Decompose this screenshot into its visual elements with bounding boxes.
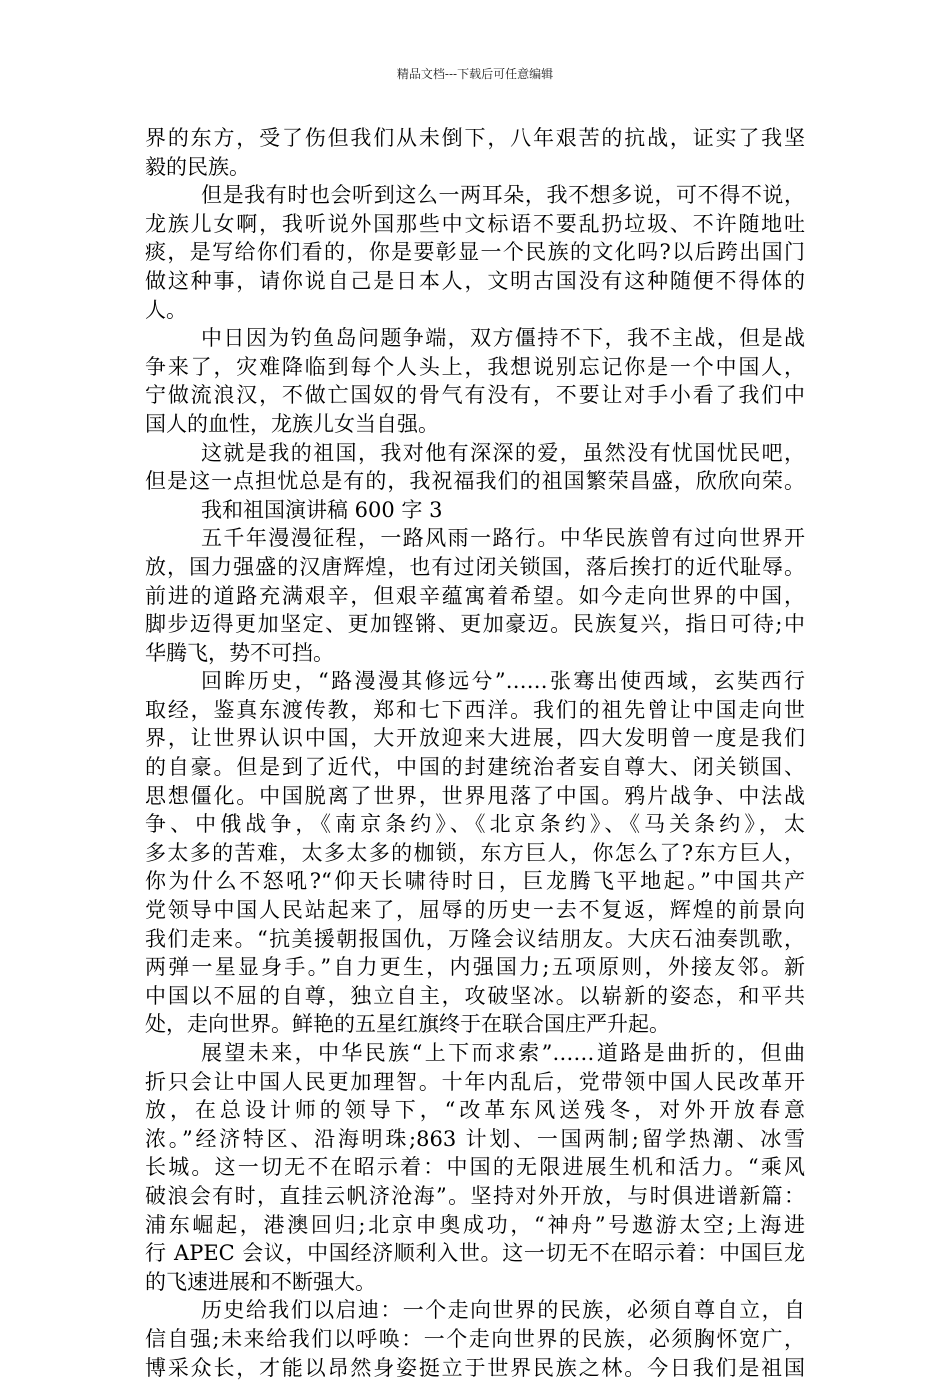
text-line: 华腾飞，势不可挡。 <box>145 640 334 665</box>
text-line: 行 APEC 会议，中国经济顺利入世。这一切无不在昭示着：中国巨龙 <box>145 1241 805 1266</box>
text-line: 的飞速进展和不断强大。 <box>145 1269 376 1294</box>
text-line: 但是这一点担忧总是有的，我祝福我们的祖国繁荣昌盛，欣欣向荣。 <box>145 469 805 494</box>
text-line: 你为什么不怒吼?“仰天长啸待时日，巨龙腾飞平地起。”中国共产 <box>145 869 805 894</box>
text-line: 信自强;未来给我们以呼唤：一个走向世界的民族，必须胸怀宽广， <box>145 1326 805 1351</box>
text-line: 中日因为钓鱼岛问题争端，双方僵持不下，我不主战，但是战 <box>201 326 805 351</box>
text-line: 思想僵化。中国脱离了世界，世界甩落了中国。鸦片战争、中法战 <box>145 783 805 808</box>
text-line: 争来了，灾难降临到每个人头上，我想说别忘记你是一个中国人， <box>145 354 805 379</box>
text-line: 多太多的苦难，太多太多的枷锁，东方巨人，你怎么了?东方巨人， <box>145 840 805 865</box>
text-line: 展望未来，中华民族“上下而求索”……道路是曲折的，但曲 <box>201 1041 805 1065</box>
page-header: 精品文档---下载后可任意编辑 <box>396 67 554 81</box>
text-line: 但是我有时也会听到这么一两耳朵，我不想多说，可不得不说， <box>201 183 805 208</box>
text-line: 争、中俄战争，《南京条约》、《北京条约》、《马关条约》，太 <box>145 812 805 837</box>
text-line: 两弹一星显身手。”自力更生，内强国力;五项原则，外接友邻。新 <box>145 955 805 980</box>
text-line: 界，让世界认识中国，大开放迎来大进展，四大发明曾一度是我们 <box>145 726 805 751</box>
text-line: 破浪会有时，直挂云帆济沧海”。坚持对外开放，与时俱进谱新篇： <box>145 1183 805 1208</box>
text-line: 前进的道路充满艰辛，但艰辛蕴寓着希望。如今走向世界的中国， <box>145 583 805 608</box>
text-line: 龙族儿女啊，我听说外国那些中文标语不要乱扔垃圾、不许随地吐 <box>145 211 805 236</box>
text-line: 毅的民族。 <box>145 154 250 179</box>
text-line: 国人的血性，龙族儿女当自强。 <box>145 411 439 436</box>
text-line: 折只会让中国人民更加理智。十年内乱后，党带领中国人民改革开 <box>145 1069 805 1094</box>
document-body <box>145 124 805 1382</box>
text-line: 浦东崛起，港澳回归;北京申奥成功，“神舟”号遨游太空;上海进 <box>145 1212 805 1237</box>
text-line: 这就是我的祖国，我对他有深深的爱，虽然没有忧国忧民吧， <box>201 440 805 465</box>
text-line: 回眸历史，“路漫漫其修远兮”……张骞出使西域，玄奘西行 <box>201 669 805 694</box>
text-line: 取经，鉴真东渡传教，郑和七下西洋。我们的祖先曾让中国走向世 <box>145 697 805 722</box>
text-line: 浓。”经济特区、沿海明珠;863 计划、一国两制;留学热潮、冰雪 <box>145 1126 805 1151</box>
text-line: 党领导中国人民站起来了，屈辱的历史一去不复返，辉煌的前景向 <box>145 898 805 923</box>
text-line: 放，在总设计师的领导下，“改革东风送残冬，对外开放春意 <box>145 1098 805 1123</box>
text-line: 界的东方，受了伤但我们从未倒下，八年艰苦的抗战，证实了我坚 <box>145 126 805 150</box>
text-line: 历史给我们以启迪：一个走向世界的民族，必须自尊自立，自 <box>201 1298 805 1323</box>
text-line: 博采众长，才能以昂然身姿挺立于世界民族之林。今日我们是祖国 <box>145 1355 805 1380</box>
text-line: 的自豪。但是到了近代，中国的封建统治者妄自尊大、闭关锁国、 <box>145 755 805 780</box>
text-line: 痰，是写给你们看的，你是要彰显一个民族的文化吗?以后跨出国门 <box>145 240 805 265</box>
text-line: 我和祖国演讲稿 600 字 3 <box>201 497 443 522</box>
text-line: 我们走来。“抗美援朝报国仇，万隆会议结朋友。大庆石油奏凯歌， <box>145 926 805 951</box>
text-line: 中国以不屈的自尊，独立自主，攻破坚冰。以崭新的姿态，和平共 <box>145 983 805 1008</box>
text-line: 做这种事，请你说自己是日本人，文明古国没有这种随便不得体的 <box>145 268 805 293</box>
text-line: 脚步迈得更加坚定、更加铿锵、更加豪迈。民族复兴，指日可待;中 <box>145 612 805 637</box>
text-line: 放，国力强盛的汉唐辉煌，也有过闭关锁国，落后挨打的近代耻辱。 <box>145 554 805 579</box>
text-line: 人。 <box>145 297 187 322</box>
text-line: 宁做流浪汉，不做亡国奴的骨气有没有，不要让对手小看了我们中 <box>145 383 805 408</box>
text-line: 处，走向世界。鲜艳的五星红旗终于在联合国庄严升起。 <box>145 1012 670 1037</box>
text-line: 长城。这一切无不在昭示着：中国的无限进展生机和活力。“乘风 <box>145 1155 805 1180</box>
text-line: 五千年漫漫征程，一路风雨一路行。中华民族曾有过向世界开 <box>201 526 805 551</box>
